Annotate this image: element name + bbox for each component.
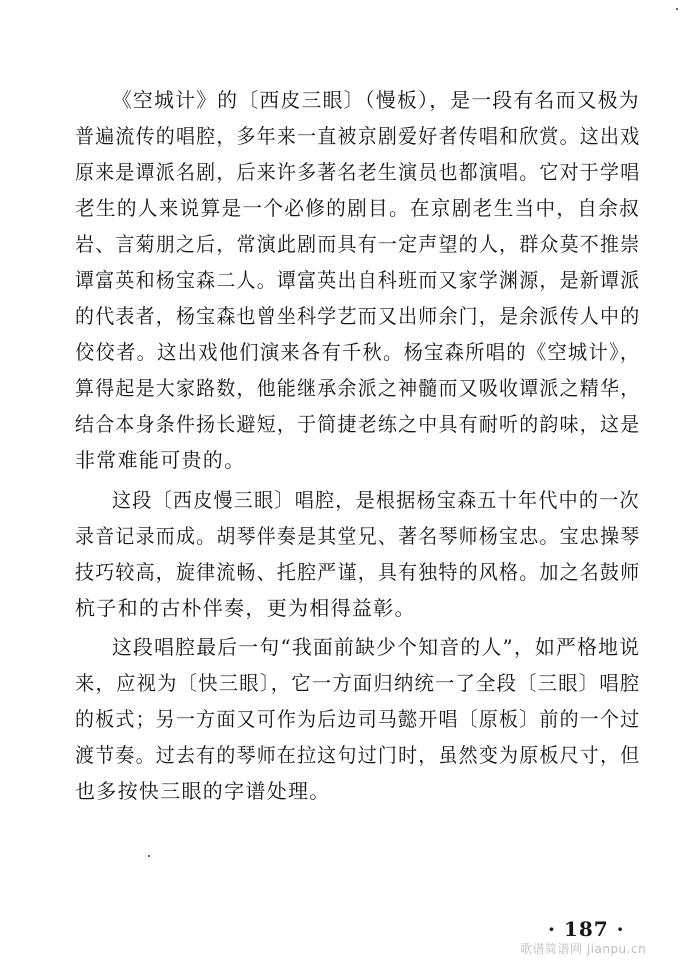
text-line: 这段〔西皮慢三眼〕唱腔，是根据杨宝森五十年代中的一次: [112, 488, 640, 512]
text-line: 的代表者，杨宝森也曾坐科学艺而又出师余门，是余派传人中的: [75, 304, 641, 328]
page-number: · 187 ·: [548, 917, 625, 941]
text-line: 岩、言菊朋之后，常演此剧而具有一定声望的人，群众莫不推崇: [75, 232, 641, 256]
scan-speck: [148, 855, 150, 857]
text-line: 老生的人来说算是一个必修的剧目。在京剧老生当中，自余叔: [75, 196, 641, 220]
text-line: 非常难能可贵的。: [75, 448, 246, 472]
text-line: 这段唱腔最后一句“我面前缺少个知音的人”，如严格地说: [112, 635, 641, 659]
text-line: 《空城计》的〔西皮三眼〕（慢板），是一段有名而又极为: [112, 88, 640, 112]
text-line: 的板式；另一方面又可作为后边司马懿开唱〔原板〕前的一个过: [75, 707, 641, 731]
text-line: 普遍流传的唱腔，多年来一直被京剧爱好者传唱和欣赏。这出戏: [75, 124, 641, 148]
text-line: 谭富英和杨宝森二人。谭富英出自科班而又家学渊源，是新谭派: [75, 268, 641, 292]
text-line: 算得起是大家路数，他能继承余派之神髓而又吸收谭派之精华，: [75, 376, 641, 400]
text-line: 技巧较高，旋律流畅、托腔严谨，具有独特的风格。加之名鼓师: [75, 560, 641, 584]
text-line: 佼佼者。这出戏他们演来各有千秋。杨宝森所唱的《空城计》，: [75, 340, 641, 364]
text-line: 渡节奏。过去有的琴师在拉这句过门时，虽然变为原板尺寸，但: [75, 743, 641, 767]
text-line: 录音记录而成。胡琴伴奏是其堂兄、著名琴师杨宝忠。宝忠操琴: [75, 524, 641, 548]
text-line: 来，应视为〔快三眼〕，它一方面归纳统一了全段〔三眼〕唱腔: [75, 671, 641, 695]
text-line: 结合本身条件扬长避短，于简捷老练之中具有耐听的韵味，这是: [75, 412, 641, 436]
text-line: 杭子和的古朴伴奏，更为相得益彰。: [75, 596, 416, 620]
watermark: 歌谱简谱网 jianpu.cn: [520, 942, 647, 956]
text-line: 也多按快三眼的字谱处理。: [75, 779, 331, 803]
text-line: 原来是谭派名剧，后来许多著名老生演员也都演唱。它对于学唱: [75, 160, 641, 184]
scan-speck: [676, 8, 678, 10]
